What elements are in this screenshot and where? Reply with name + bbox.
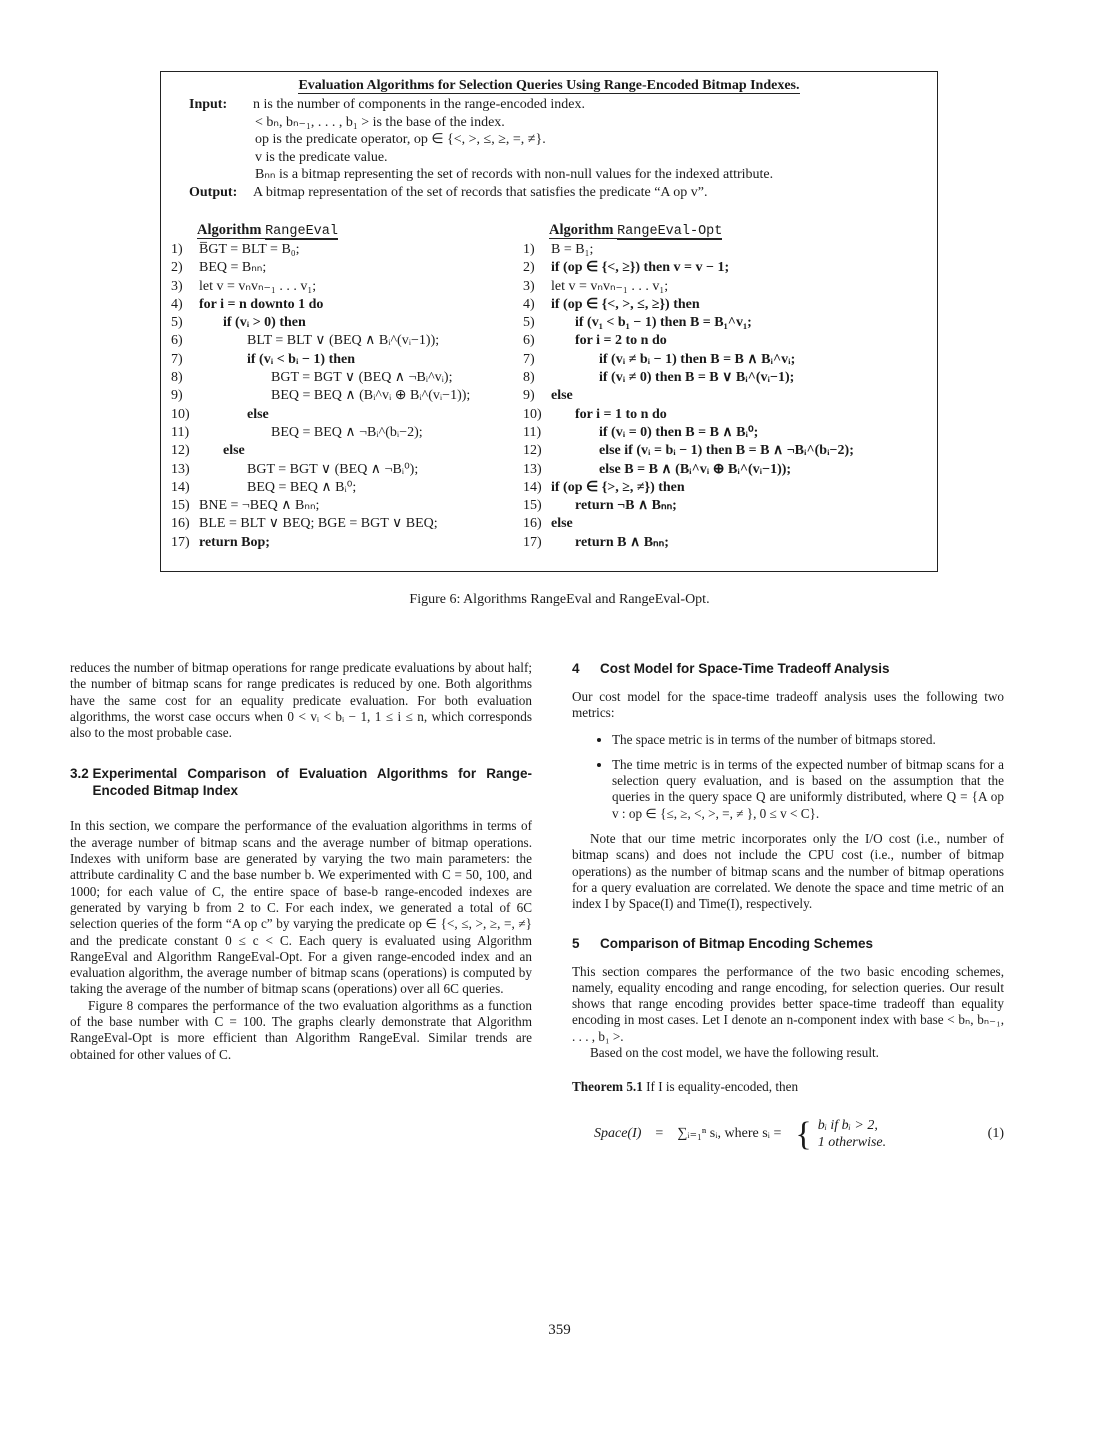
algorithm-line [523,351,854,369]
line-code: return ¬B ∧ Bₙₙ; [575,498,677,514]
line-code: if (vᵢ < bᵢ − 1) then [247,351,356,367]
line-number: 12) [523,443,542,459]
section-heading-4: 4 Cost Model for Space-Time Tradeoff Analysis [572,661,890,676]
algorithm-line [171,278,470,296]
algorithm-rangeeval-opt: Algorithm RangeEval-Opt 1) B = B₁; 2) if (op ∈ {<, ≥}) then v = v − 1; 3) let v = vₙvₙ₋₁ . . . v₁; 4) if (op ∈ {<, >, ≤, ≥}) then 5) if (v₁ < b₁ − 1) then B = B₁^v₁; 6) for i = 2 to n do 7) if (vᵢ ≠ bᵢ − 1) then B = B ∧ Bᵢ^vᵢ; 8) if (vᵢ ≠ 0) then B = B ∨ Bᵢ^(vᵢ−1); 9) else 10) for i = 1 to n do 11) if (vᵢ = 0) then B = B ∧ Bᵢ⁰; 12) else if (vᵢ = bᵢ − 1) then B = B ∧ ¬Bᵢ^(bᵢ−2); 13) else B = B ∧ (Bᵢ^vᵢ ⊕ Bᵢ^(vᵢ−1)); 14) if (op ∈ {>, ≥, ≠}) then 15) return ¬B ∧ Bₙₙ; 16) else 17) return B ∧ Bₙₙ; [523,222,854,552]
line-number: 13) [171,461,190,477]
line-code: if (vᵢ > 0) then [223,315,306,331]
page-number: 359 [548,1322,571,1338]
line-number: 17) [523,534,542,550]
line-code: BEQ = BEQ ∧ ¬Bᵢ^(bᵢ−2); [271,424,423,440]
line-number: 14) [171,479,190,495]
algorithm-line [171,406,470,424]
line-number: 3) [523,278,535,294]
line-number: 7) [523,351,535,367]
list-item: • The time metric is in terms of the expected number of bitmap scans for a selection query evaluation, and is based on the assumption that the queries in the query space Q are uniformly distributed, where Q = {A op v : op ∈ {≤, ≥, <, >, =, ≠ }, 0 ≤ v < C}. [612,757,1004,822]
line-number: 17) [171,534,190,550]
algorithm-rangeeval: Algorithm RangeEval 1) B̅GT = BLT = B₀; 2) BEQ = Bₙₙ; 3) let v = vₙvₙ₋₁ . . . v₁; 4) for i = n downto 1 do 5) if (vᵢ > 0) then 6) BLT = BLT ∨ (BEQ ∧ Bᵢ^(vᵢ−1)); 7) if (vᵢ < bᵢ − 1) then 8) BGT = BGT ∨ (BEQ ∧ ¬Bᵢ^vᵢ); 9) BEQ = BEQ ∧ (Bᵢ^vᵢ ⊕ Bᵢ^(vᵢ−1)); 10) else 11) BEQ = BEQ ∧ ¬Bᵢ^(bᵢ−2); 12) else 13) BGT = BGT ∨ (BEQ ∧ ¬Bᵢ⁰); 14) BEQ = BEQ ∧ Bᵢ⁰; 15) BNE = ¬BEQ ∧ Bₙₙ; 16) BLE = BLT ∨ BEQ; BGE = BGT ∨ BEQ; 17) return Bop; [171,222,470,552]
line-code: BNE = ¬BEQ ∧ Bₙₙ; [199,498,320,514]
algorithm-line [523,479,854,497]
algorithm-line [171,369,470,387]
paragraph: Note that our time metric incorporates only the I/O cost (i.e., number of bitmap scans) and does not include the CPU cost (i.e., number of bitmap operations) as the number of bitmap scans and the number of bitmap operations for a query evaluation are correlated. We denote the space and time metric of an index I by Space(I) and Time(I), respectively. [572,831,1004,912]
line-code: let v = vₙvₙ₋₁ . . . v₁; [551,278,669,294]
line-code: BEQ = Bₙₙ; [199,260,267,276]
paragraph: Based on the cost model, we have the following result. [590,1045,879,1061]
algorithm-line [523,259,854,277]
algorithm-line [171,332,470,350]
line-code: return B ∧ Bₙₙ; [575,534,669,550]
line-code: else [223,443,245,459]
line-number: 3) [171,278,183,294]
line-number: 9) [523,388,535,404]
paragraph: Figure 8 compares the performance of the two evaluation algorithms as a function of the base number with C = 100. The graphs clearly demonstrate that Algorithm RangeEval-Opt is more efficient than Algorithm RangeEval. Similar trends are obtained for other values of C. [70,997,532,1062]
algorithm-line [171,259,470,277]
section-heading-5: 5 Comparison of Bitmap Encoding Schemes [572,935,874,951]
algorithm-line [171,442,470,460]
algorithm-line [523,241,854,259]
line-number: 16) [523,516,542,532]
line-code: else [551,516,573,532]
input-output-spec: Input: n is the number of components in the range-encoded index. < bₙ, bₙ₋₁, . . . , b₁ > is the base of the index. op is the predicate operator, op ∈ {<, >, ≤, ≥, =, ≠}. v is the predicate value. Bₙₙ is a bitmap representing the set of records with non-null values for the indexed attribute. Output: A bitmap representation of the set of records that satisfies the predicate “A op v”. [189,97,774,200]
line-number: 10) [523,406,542,422]
algorithm-line [523,515,854,533]
line-code: return Bop; [199,534,270,550]
line-number: 5) [171,315,183,331]
line-code: BLT = BLT ∨ (BEQ ∧ Bᵢ^(vᵢ−1)); [247,333,440,349]
paragraph: This section compares the performance of the two basic encoding schemes, namely, equality encoding and range encoding, for selection queries. Our result shows that range encoding provides better space-time tradeoff than equality encoding in most cases. Let I denote an n-component index with base < bₙ, bₙ₋₁, . . . , b₁ >. [572,963,1004,1044]
line-number: 5) [523,315,535,331]
line-number: 15) [171,498,190,514]
algorithm-line [523,497,854,515]
algorithm-line [171,387,470,405]
algorithm-line [523,406,854,424]
line-code: B̅GT = BLT = B₀; [199,242,300,257]
algorithm-line [171,479,470,497]
paragraph: reduces the number of bitmap operations for range predicate evaluations by about half; the number of bitmap scans for range predicates is reduced by one. Both algorithms have the same cost for an equality predicate evaluation. For both evaluation algorithms, the worst case occurs when 0 < vᵢ < bᵢ − 1, 1 ≤ i ≤ n, which corresponds also to the most probable case. [70,660,532,741]
algorithm-line [523,534,854,552]
algorithm-line [523,332,854,350]
line-code: if (vᵢ ≠ bᵢ − 1) then B = B ∧ Bᵢ^vᵢ; [599,351,796,367]
algorithm-line [171,424,470,442]
line-code: else if (vᵢ = bᵢ − 1) then B = B ∧ ¬Bᵢ^(bᵢ−2); [599,443,854,459]
algorithm-line [523,296,854,314]
list-item: • The space metric is in terms of the number of bitmaps stored. [612,732,1004,748]
line-code: BLE = BLT ∨ BEQ; BGE = BGT ∨ BEQ; [199,516,438,532]
brace: { [795,1115,812,1153]
line-number: 8) [171,370,183,386]
metrics-list [572,732,1004,822]
algorithm-line [171,515,470,533]
line-number: 8) [523,370,535,386]
line-code: BEQ = BEQ ∧ (Bᵢ^vᵢ ⊕ Bᵢ^(vᵢ−1)); [271,388,471,404]
line-code: BGT = BGT ∨ (BEQ ∧ ¬Bᵢ^vᵢ); [271,370,453,386]
line-code: let v = vₙvₙ₋₁ . . . v₁; [199,278,317,294]
line-number: 4) [171,296,183,312]
algorithm-line [171,461,470,479]
line-number: 2) [523,260,535,276]
algorithm-line [171,534,470,552]
algorithm-line [523,278,854,296]
line-number: 2) [171,260,183,276]
line-number: 1) [523,242,535,257]
figure-caption: Figure 6: Algorithms RangeEval and RangeEval-Opt. [409,592,710,607]
line-code: else [247,406,269,422]
algorithm-line [171,241,470,259]
section-heading-3-2: 3.2 Experimental Comparison of Evaluation Algorithms for Range-Encoded Bitmap Index [70,766,532,799]
algorithm-line [171,351,470,369]
algorithm-line [523,314,854,332]
line-number: 13) [523,461,542,477]
line-code: else [551,388,573,404]
line-code: for i = n downto 1 do [199,296,324,312]
paragraph: Our cost model for the space-time tradeoff analysis uses the following two metrics: [572,689,1004,721]
line-number: 9) [171,388,183,404]
line-number: 10) [171,406,190,422]
algorithm-line [523,387,854,405]
algorithm-line [523,369,854,387]
line-number: 7) [171,351,183,367]
theorem: Theorem 5.1 If I is equality-encoded, then [572,1079,799,1095]
line-code: if (vᵢ ≠ 0) then B = B ∨ Bᵢ^(vᵢ−1); [599,370,795,386]
line-code: BEQ = BEQ ∧ Bᵢ⁰; [247,479,357,495]
line-number: 11) [171,424,190,440]
algorithm-line [523,424,854,442]
right-column [572,660,1004,1152]
line-code: for i = 2 to n do [575,333,667,349]
algorithm-line [523,442,854,460]
line-number: 16) [171,516,190,532]
line-code: for i = 1 to n do [575,406,667,422]
line-code: if (v₁ < b₁ − 1) then B = B₁^v₁; [575,315,752,331]
line-number: 14) [523,479,542,495]
algorithm-line [523,461,854,479]
line-code: if (vᵢ = 0) then B = B ∧ Bᵢ⁰; [599,424,759,440]
line-number: 11) [523,424,542,440]
figure-title: Evaluation Algorithms for Selection Queries Using Range-Encoded Bitmap Indexes. [298,78,800,93]
line-code: B = B₁; [551,242,594,257]
algorithm-line [171,296,470,314]
line-code: if (op ∈ {>, ≥, ≠}) then [551,479,685,495]
line-number: 1) [171,242,183,257]
line-number: 6) [523,333,535,349]
equation-1: Space(I) = ∑ᵢ₌₁ⁿ sᵢ, where sᵢ = { bᵢ if bᵢ > 2, 1 otherwise. (1) [594,1115,1004,1153]
line-code: else B = B ∧ (Bᵢ^vᵢ ⊕ Bᵢ^(vᵢ−1)); [599,461,792,477]
figure-6-box [160,71,938,572]
line-number: 12) [171,443,190,459]
left-column [70,660,532,1063]
line-code: if (op ∈ {<, >, ≤, ≥}) then [551,296,700,312]
line-number: 4) [523,296,535,312]
paragraph: In this section, we compare the performance of the evaluation algorithms in terms of the average number of bitmap scans and the average number of bitmap operations. Indexes with uniform base are generated by varying the two main parameters: the attribute cardinality C and the base number b. We experimented with C = 50, 100, and 1000; for each value of C, the entire space of base-b range-encoded indexes are generated by varying b from 2 to C. For each index, we generated a total of 6C selection queries of the form “A op c” by varying the predicate op ∈ {<, ≤, >, ≥, =, ≠} and the predicate constant 0 ≤ c < C. Each query is evaluated using Algorithm RangeEval and Algorithm RangeEval-Opt. For a given range-encoded index and an evaluation algorithm, the average number of bitmap scans (operations) is computed by taking the average of the number of bitmap scans (operations) over all 6C queries. [70,818,532,997]
line-number: 15) [523,498,542,514]
algorithm-line [171,314,470,332]
line-number: 6) [171,333,183,349]
line-code: if (op ∈ {<, ≥}) then v = v − 1; [551,260,730,276]
algorithm-line [171,497,470,515]
line-code: BGT = BGT ∨ (BEQ ∧ ¬Bᵢ⁰); [247,461,419,477]
